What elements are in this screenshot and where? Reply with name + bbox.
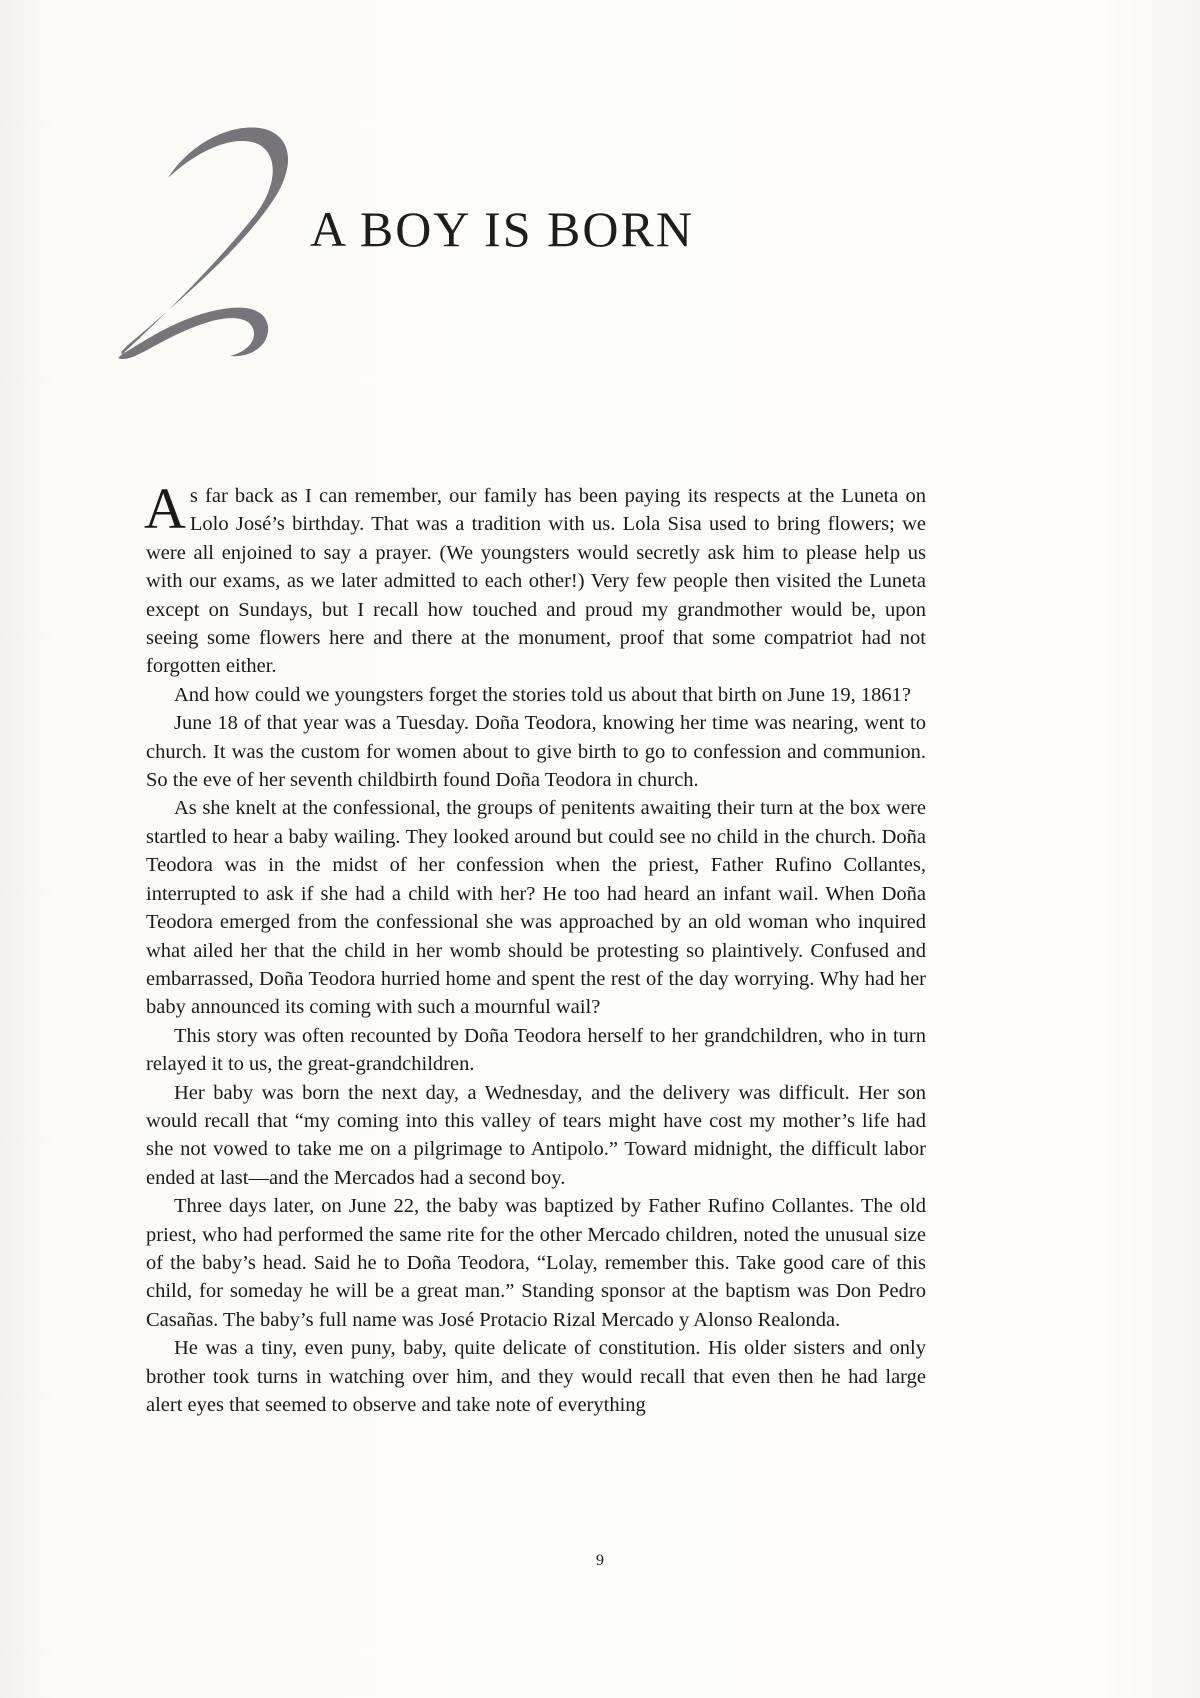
chapter-title: A BOY IS BORN bbox=[310, 201, 694, 257]
paragraph-text: s far back as I can remember, our family has been paying its respects at the Luneta on Lolo José’s birthday. That was a tradition with us. Lola Sisa used to bring flowers; we were all enjoined to say a prayer. (We youngsters would secretly ask him to please help us with our exams, as we later admitted to each other!) Very few people then visited the Luneta except on Sundays, but I recall how touched and proud my grandmother would be, upon seeing some flowers here and there at the monument, proof that some compatriot had not forgotten either. bbox=[146, 485, 926, 678]
chapter-number-two bbox=[118, 122, 308, 362]
drop-cap: A bbox=[144, 476, 186, 541]
paragraph: And how could we youngsters forget the stories told us about that birth on June 19, 1861? bbox=[174, 683, 911, 706]
paragraph bbox=[144, 476, 926, 681]
page-number: 9 bbox=[596, 1552, 604, 1569]
paragraph: He was a tiny, even puny, baby, quite delicate of constitution. His older sisters and only brother took turns in watching over him, and they would recall that even then he had large alert eyes that seemed to observe and take note of everything bbox=[146, 1337, 926, 1416]
paragraph: Three days later, on June 22, the baby was baptized by Father Rufino Collantes. The old priest, who had performed the same rite for the other Mercado children, noted the unusual size of the baby’s head. Said he to Doña Teodora, “Lolay, remember this. Take good care of this child, for someday he will be a great man.” Standing sponsor at the baptism was Don Pedro Casañas. The baby’s full name was José Protacio Rizal Mercado y Alonso Realonda. bbox=[146, 1195, 926, 1331]
paragraph: This story was often recounted by Doña Teodora herself to her grandchildren, who in turn relayed it to us, the great-grandchildren. bbox=[146, 1024, 926, 1076]
paragraph: June 18 of that year was a Tuesday. Doña Teodora, knowing her time was nearing, went to church. It was the custom for women about to give birth to go to confession and communion. So the eve of her seventh childbirth found Doña Teodora in church. bbox=[146, 712, 926, 792]
paragraph: Her baby was born the next day, a Wednesday, and the delivery was difficult. Her son would recall that “my coming into this valley of tears might have cost my mother’s life had she not vowed to take me on a pilgrimage to Antipolo.” Toward midnight, the difficult labor ended at last—and the Mercados had a second boy. bbox=[146, 1081, 926, 1189]
paragraph: As she knelt at the confessional, the groups of penitents awaiting their turn at the box were startled to hear a baby wailing. They looked around but could see no child in the church. Doña Teodora was in the midst of her confession when the priest, Father Rufino Collantes, interrupted to ask if she had a child with her? He too had heard an infant wail. When Doña Teodora emerged from the confessional she was approached by an old woman who inquired what ailed her that the child in her womb should be protesting so plaintively. Confused and embarrassed, Doña Teodora hurried home and spent the rest of the day worrying. Why had her baby announced its coming with such a mournful wail? bbox=[146, 797, 926, 1019]
body-text bbox=[144, 476, 926, 1419]
